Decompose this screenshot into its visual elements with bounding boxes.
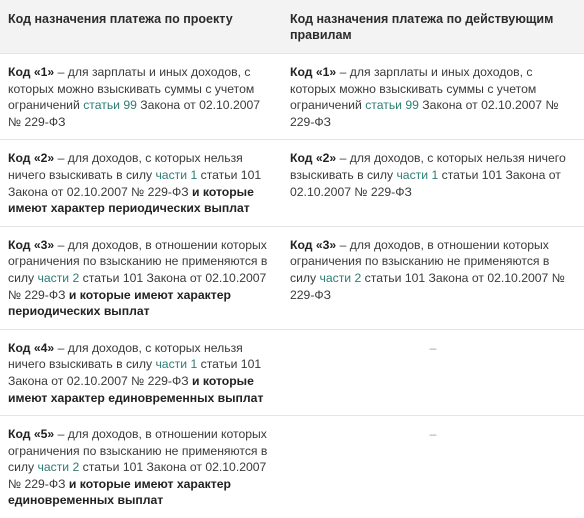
code-description: – для доходов, в отношении которых ограничения по взысканию не применяются в силу [8, 427, 268, 475]
payment-type-note: и которые имеют характер периодических выплат [8, 184, 254, 216]
header-project-column: Код назначения платежа по проекту [0, 0, 280, 54]
law-article-link[interactable]: части 1 [155, 167, 198, 182]
payment-type-note: и которые имеют характер единовременных выплат [8, 476, 231, 508]
code-description-tail: статьи 101 Закона от 02.10.2007 № 229-ФЗ [290, 167, 561, 199]
code-label: Код «5» [8, 427, 55, 442]
law-article-link[interactable]: части 2 [37, 270, 80, 285]
current-code-cell [280, 140, 584, 226]
law-article-link[interactable]: статьи 99 [365, 98, 419, 113]
empty-dash-cell: – [280, 416, 584, 518]
payment-type-note: и которые имеют характер периодических выплат [8, 287, 231, 319]
project-code-cell [0, 416, 280, 518]
table-row [0, 416, 584, 518]
code-description-tail: статьи 101 Закона от 02.10.2007 № 229-ФЗ [8, 460, 267, 491]
header-current-rules-column: Код назначения платежа по действующим правилам [280, 0, 584, 54]
code-label: Код «2» [8, 151, 55, 166]
project-code-cell [0, 54, 280, 140]
code-description: – для доходов, с которых нельзя ничего взыскивать в силу [290, 151, 566, 182]
code-description-tail: Закона от 02.10.2007 № 229-ФЗ [8, 98, 261, 129]
code-label: Код «4» [8, 340, 55, 355]
code-description: – для доходов, с которых нельзя ничего взыскивать в силу [8, 340, 243, 372]
code-description: – для доходов, с которых нельзя ничего взыскивать в силу [8, 151, 243, 182]
code-label: Код «2» [290, 151, 337, 166]
table-row [0, 329, 584, 415]
table-header-row [0, 0, 584, 54]
code-description-tail: Закона от 02.10.2007 № 229-ФЗ [290, 98, 559, 129]
project-code-cell [0, 140, 280, 226]
code-description-tail: статьи 101 Закона от 02.10.2007 № 229-ФЗ [8, 270, 267, 302]
code-description: – для доходов, в отношении которых ограничения по взысканию не применяются в силу [290, 237, 550, 285]
law-article-link[interactable]: части 1 [155, 357, 198, 372]
code-description-tail: статьи 101 Закона от 02.10.2007 № 229-ФЗ [8, 167, 262, 199]
code-description: – для зарплаты и иных доходов, с которых можно взыскивать суммы с учетом ограничений [290, 65, 537, 113]
code-label: Код «1» [290, 65, 337, 79]
table-row [0, 226, 584, 329]
law-article-link[interactable]: статьи 99 [83, 98, 137, 113]
code-description: – для доходов, в отношении которых ограничения по взысканию не применяются в силу [8, 237, 268, 285]
law-article-link[interactable]: части 1 [396, 167, 439, 182]
table-row [0, 140, 584, 226]
code-label: Код «1» [8, 65, 55, 79]
empty-dash-cell: – [280, 329, 584, 415]
code-label: Код «3» [8, 237, 55, 252]
table-row [0, 54, 584, 140]
law-article-link[interactable]: части 2 [319, 270, 362, 285]
project-code-cell [0, 226, 280, 329]
current-code-cell [280, 226, 584, 329]
code-description-tail: статьи 101 Закона от 02.10.2007 № 229-ФЗ [8, 357, 262, 388]
code-description: – для зарплаты и иных доходов, с которых можно взыскивать суммы с учетом ограничений [8, 65, 255, 113]
law-article-link[interactable]: части 2 [37, 460, 80, 475]
project-code-cell [0, 329, 280, 415]
code-description-tail: статьи 101 Закона от 02.10.2007 № 229-ФЗ [290, 270, 565, 302]
payment-type-note: и которые имеют характер единовременных выплат [8, 373, 264, 405]
current-code-cell [280, 54, 584, 140]
code-label: Код «3» [290, 237, 337, 252]
